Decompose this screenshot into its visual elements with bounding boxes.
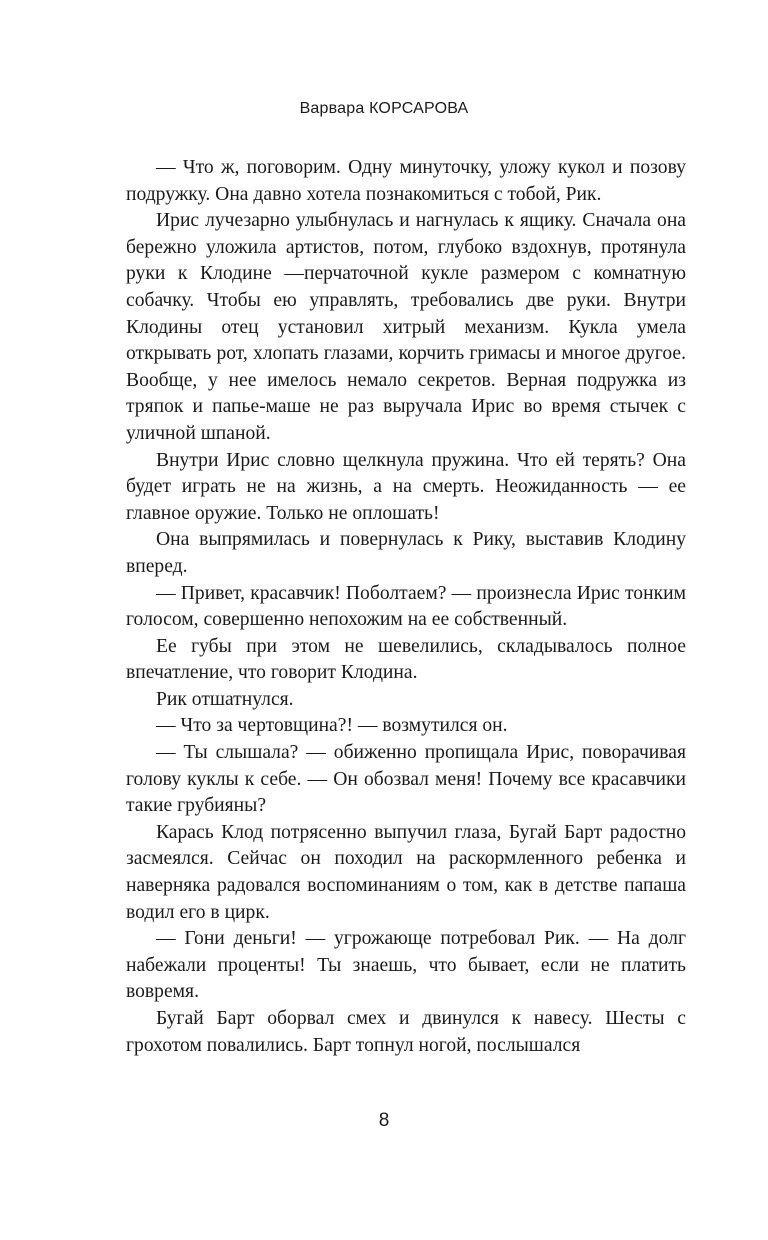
page-number: 8 xyxy=(378,1110,390,1131)
paragraph: — Что за чертовщина?! — возмутился он. xyxy=(156,715,508,737)
running-head: Варвара КОРСАРОВА xyxy=(299,100,469,117)
body-text xyxy=(126,155,686,1059)
paragraph: — Что ж, поговорим. Одну минуточку, уложу кукол и позову подружку. Она давно хотела познакомиться с тобой, Рик. xyxy=(126,157,686,205)
paragraph: Бугай Барт оборвал смех и двинулся к навесу. Шесты с грохотом повалились. Барт топнул ногой, послышался xyxy=(126,1008,686,1056)
paragraph: — Привет, красавчик! Поболтаем? — произнесла Ирис тонким голосом, совершенно непохожим на ее собственный. xyxy=(126,582,686,631)
paragraph: Рик отшатнулся. xyxy=(156,688,294,710)
paragraph: — Ты слышала? — обиженно пропищала Ирис, поворачивая голову куклы к себе. — Он обозвал меня! Почему все красавчики такие грубияны? xyxy=(126,742,686,817)
paragraph: Ирис лучезарно улыбнулась и нагнулась к ящику. Сначала она бережно уложила артистов, потом, глубоко вздохнув, протянула руки к Клодине —перчаточной кукле размером с комнатную собачку. Чтобы ею управлять, требовались две руки. Внутри Клодины отец установил хитрый механизм. Кукла умела открывать рот, хлопать глазами, корчить гримасы и многое другое. Вообще, у нее имелось немало секретов. Верная подружка из тряпок и папье-маше не раз выручала Ирис во время стычек с уличной шпаной. xyxy=(126,210,686,444)
paragraph: Карась Клод потрясенно выпучил глаза, Бугай Барт радостно засмеялся. Сейчас он походил на раскормленного ребенка и наверняка радовался воспоминаниям о том, как в детстве папаша водил его в цирк. xyxy=(126,821,686,923)
paragraph: Ее губы при этом не шевелились, складывалось полное впечатление, что говорит Клодина. xyxy=(126,635,686,684)
paragraph: Внутри Ирис словно щелкнула пружина. Что ей терять? Она будет играть не на жизнь, а на смерть. Неожиданность — ее главное оружие. Только не оплошать! xyxy=(126,449,686,524)
paragraph: Она выпрямилась и повернулась к Рику, выставив Клодину вперед. xyxy=(126,529,686,577)
paragraph: — Гони деньги! — угрожающе потребовал Рик. — На долг набежали проценты! Ты знаешь, что бывает, если не платить вовремя. xyxy=(126,928,686,1003)
